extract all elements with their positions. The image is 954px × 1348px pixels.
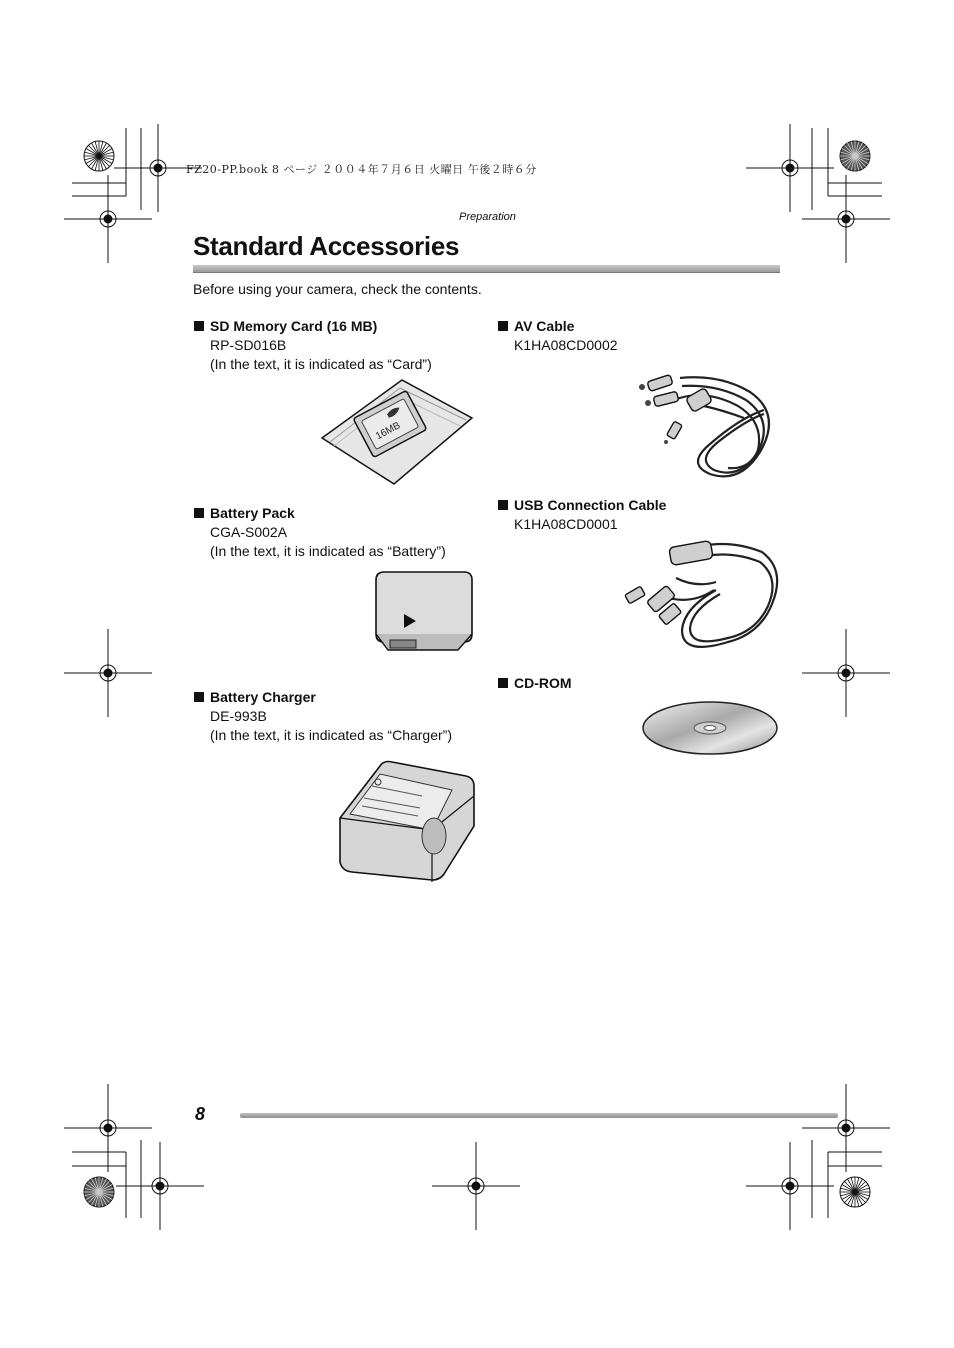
registration-wheel	[84, 141, 114, 171]
item-model: K1HA08CD0001	[514, 516, 618, 532]
registration-crosshair	[116, 1142, 204, 1230]
section-label: Preparation	[459, 211, 516, 223]
item-sd-card	[194, 317, 432, 374]
cd-rom-illustration	[641, 700, 781, 760]
item-note: (In the text, it is indicated as “Card”)	[210, 356, 432, 372]
registration-crosshair	[64, 175, 152, 263]
item-usb-cable	[498, 496, 666, 534]
registration-crosshair	[802, 1084, 890, 1172]
item-heading: Battery Charger	[194, 688, 452, 707]
item-battery-charger	[194, 688, 452, 745]
sd-card-illustration	[320, 376, 480, 486]
item-av-cable	[498, 317, 618, 355]
bullet-icon	[498, 678, 508, 688]
usb-cable-illustration	[622, 532, 782, 660]
registration-crosshair	[802, 175, 890, 263]
registration-crosshair	[746, 124, 834, 212]
page-title: Standard Accessories	[193, 231, 460, 261]
registration-crosshair	[802, 629, 890, 717]
bullet-icon	[194, 692, 204, 702]
item-heading: Battery Pack	[194, 504, 446, 523]
item-note: (In the text, it is indicated as “Charger”)	[210, 727, 452, 743]
registration-crosshair	[746, 1142, 834, 1230]
item-model: DE-993B	[210, 708, 267, 724]
bullet-icon	[498, 321, 508, 331]
title-underline	[193, 265, 780, 273]
registration-wheel	[840, 1177, 870, 1207]
bullet-icon	[194, 321, 204, 331]
page-number: 8	[195, 1104, 206, 1124]
item-heading: AV Cable	[498, 317, 618, 336]
battery-charger-illustration	[334, 750, 479, 890]
registration-wheel	[84, 1177, 114, 1207]
print-info: FZ20-PP.book 8 ページ ２００４年７月６日 火曜日 午後２時６分	[186, 163, 537, 176]
item-model: RP-SD016B	[210, 337, 287, 353]
av-cable-illustration	[632, 356, 782, 480]
item-heading: SD Memory Card (16 MB)	[194, 317, 432, 336]
item-model: K1HA08CD0002	[514, 337, 618, 353]
item-heading: CD-ROM	[498, 674, 572, 693]
item-heading: USB Connection Cable	[498, 496, 666, 515]
footer-rule	[240, 1113, 838, 1118]
item-battery-pack	[194, 504, 446, 561]
battery-pack-illustration	[368, 570, 478, 666]
sd-card-label: 16MB	[374, 420, 403, 443]
intro-text: Before using your camera, check the contents.	[193, 281, 482, 297]
bullet-icon	[498, 500, 508, 510]
registration-crosshair	[64, 1084, 152, 1172]
item-model: CGA-S002A	[210, 524, 288, 540]
item-cd-rom	[498, 674, 572, 693]
registration-wheel	[840, 141, 870, 171]
bullet-icon	[194, 508, 204, 518]
item-note: (In the text, it is indicated as “Battery”)	[210, 543, 446, 559]
registration-crosshair	[432, 1142, 520, 1230]
registration-crosshair	[64, 629, 152, 717]
